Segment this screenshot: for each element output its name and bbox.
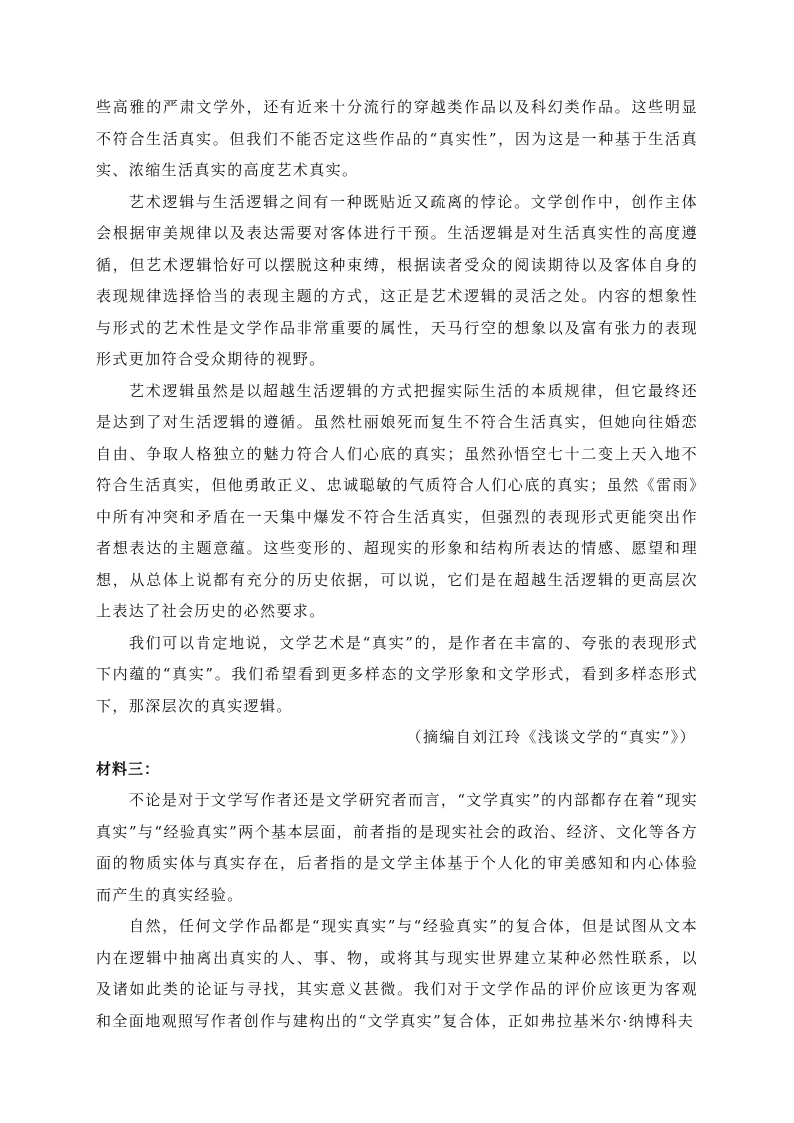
paragraph-composite: 自然，任何文学作品都是“现实真实”与“经验真实”的复合体，但是试图从文本内在逻辑中抽离出真实的人、事、物，或将其与现实世界建立某种必然性联系，以及诸如此类的论证与寻找，其实意义甚微。我们对于文学作品的评价应该更为客观和全面地观照写作者创作与建构出的“文学真实”复合体，正如弗拉基米尔·纳博科夫 <box>96 917 698 1030</box>
paragraph-conclusion: 我们可以肯定地说，文学艺术是“真实”的，是作者在丰富的、夸张的表现形式下内蕴的“真实”。我们希望看到更多样态的文学形象和文学形式，看到多样态形式下，那深层次的真实逻辑。 <box>96 633 698 715</box>
document-body <box>96 92 698 1037</box>
paragraph-two-layers: 不论是对于文学写作者还是文学研究者而言，“文学真实”的内部都存在着“现实真实”与“经验真实”两个基本层面，前者指的是现实社会的政治、经济、文化等各方面的物质实体与真实存在，后者指的是文学主体基于个人化的审美感知和内心体验而产生的真实经验。 <box>96 791 698 904</box>
material-three-label: 材料三： <box>96 759 161 778</box>
paragraph-transcend-logic: 艺术逻辑虽然是以超越生活逻辑的方式把握实际生活的本质规律，但它最终还是达到了对生活逻辑的遵循。虽然杜丽娘死而复生不符合生活真实，但她向往婚恋自由、争取人格独立的魅力符合人们心底的真实；虽然孙悟空七十二变上天入地不符合生活真实，但他勇敢正义、忠诚聪敏的气质符合人们心底的真实；虽然《雷雨》中所有冲突和矛盾在一天集中爆发不符合生活真实，但强烈的表现形式更能突出作者想表达的主题意蕴。这些变形的、超现实的形象和结构所表达的情感、愿望和理想，从总体上说都有充分的历史依据，可以说，它们是在超越生活逻辑的更高层次上表达了社会历史的必然要求。 <box>96 381 698 620</box>
paragraph-continuation: 些高雅的严肃文学外，还有近来十分流行的穿越类作品以及科幻类作品。这些明显不符合生活真实。但我们不能否定这些作品的“真实性”，因为这是一种基于生活真实、浓缩生活真实的高度艺术真实。 <box>96 98 698 179</box>
source-attribution: （摘编自刘江玲《浅谈文学的“真实”》） <box>406 728 696 746</box>
paragraph-art-logic: 艺术逻辑与生活逻辑之间有一种既贴近又疏离的悖论。文学创作中，创作主体会根据审美规律以及表达需要对客体进行干预。生活逻辑是对生活真实性的高度遵循，但艺术逻辑恰好可以摆脱这种束缚，根据读者受众的阅读期待以及客体自身的表现规律选择恰当的表现主题的方式，这正是艺术逻辑的灵活之处。内容的想象性与形式的艺术性是文学作品非常重要的属性，天马行空的想象以及富有张力的表现形式更加符合受众期待的视野。 <box>96 192 698 368</box>
